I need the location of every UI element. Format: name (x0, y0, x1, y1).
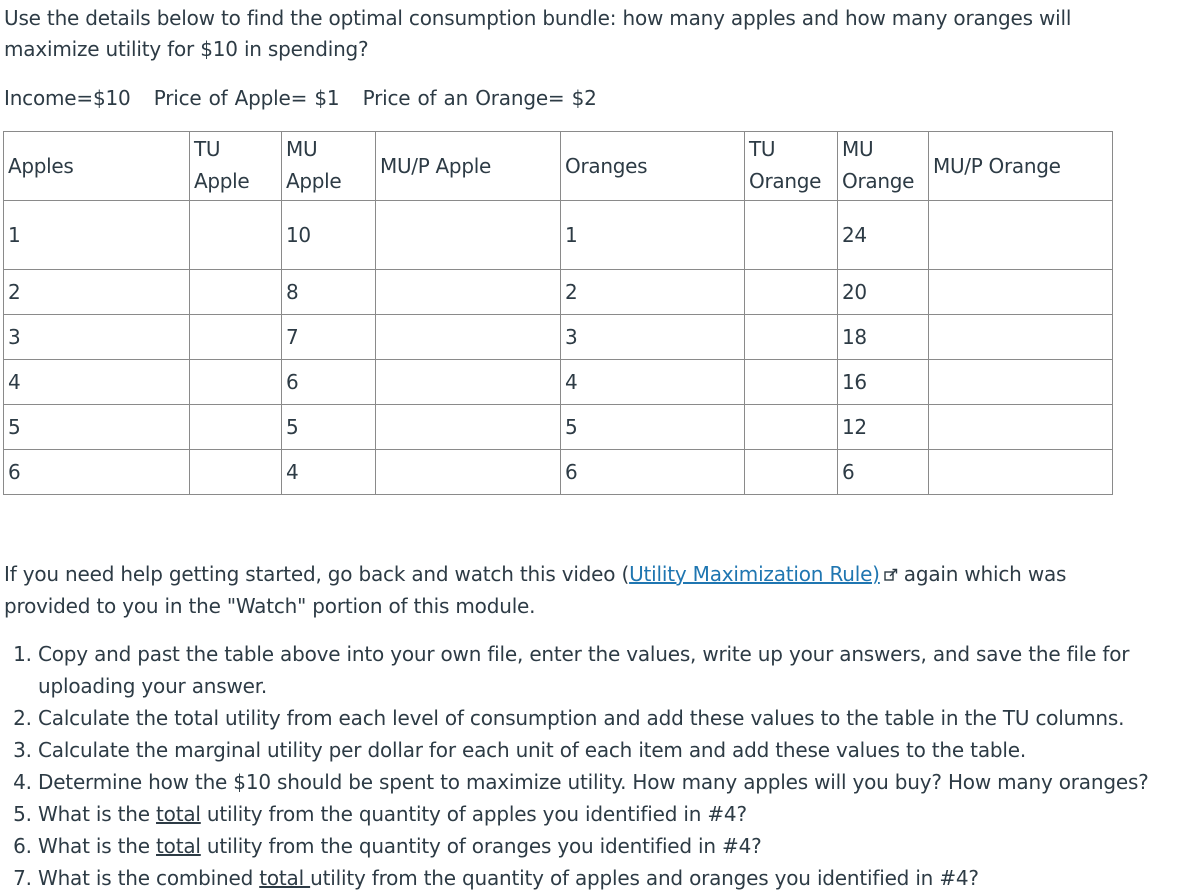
header-mup-orange: MU/P Orange (929, 132, 1113, 201)
cell-mu-orange: 12 (838, 405, 929, 450)
cell-mu-orange: 20 (838, 270, 929, 315)
cell-mup-orange (929, 405, 1113, 450)
header-mup-apple: MU/P Apple (376, 132, 561, 201)
cell-mup-apple (376, 450, 561, 495)
instruction-list (4, 638, 1178, 894)
cell-mup-orange (929, 201, 1113, 270)
cell-oranges: 4 (561, 360, 745, 405)
cell-mup-apple (376, 360, 561, 405)
table-row (4, 405, 1113, 450)
cell-apples: 1 (4, 201, 190, 270)
table-row (4, 360, 1113, 405)
external-link-icon[interactable] (884, 560, 898, 591)
cell-tu-orange (745, 315, 838, 360)
cell-tu-apple (190, 405, 282, 450)
video-link[interactable]: Utility Maximization Rule) (629, 562, 880, 586)
cell-apples: 6 (4, 450, 190, 495)
cell-mu-orange: 6 (838, 450, 929, 495)
header-tu-apple: TU Apple (190, 132, 282, 201)
cell-mu-apple: 5 (282, 405, 376, 450)
help-paragraph (4, 559, 1134, 622)
cell-oranges: 5 (561, 405, 745, 450)
cell-mu-apple: 8 (282, 270, 376, 315)
orange-price-label: Price of an Orange= $2 (362, 86, 597, 110)
cell-tu-apple (190, 315, 282, 360)
cell-oranges: 2 (561, 270, 745, 315)
cell-mup-apple (376, 201, 561, 270)
list-item: 6. What is the total utility from the quantity of oranges you identified in #4? (38, 830, 1178, 862)
header-apples: Apples (4, 132, 190, 201)
cell-oranges: 1 (561, 201, 745, 270)
utility-table (3, 131, 1113, 495)
header-tu-orange: TU Orange (745, 132, 838, 201)
cell-mu-orange: 24 (838, 201, 929, 270)
cell-apples: 5 (4, 405, 190, 450)
cell-tu-apple (190, 270, 282, 315)
cell-mup-orange (929, 360, 1113, 405)
header-mu-orange: MU Orange (838, 132, 929, 201)
list-item: 2. Calculate the total utility from each level of consumption and add these values to the table in the TU columns. (38, 702, 1178, 734)
cell-oranges: 3 (561, 315, 745, 360)
cell-mu-orange: 16 (838, 360, 929, 405)
header-oranges: Oranges (561, 132, 745, 201)
cell-tu-orange (745, 270, 838, 315)
cell-mup-orange (929, 450, 1113, 495)
help-text-after: again which was provided to you in the "Watch" portion of this module. (4, 562, 1067, 618)
cell-mup-orange (929, 315, 1113, 360)
cell-mup-apple (376, 270, 561, 315)
cell-tu-apple (190, 201, 282, 270)
list-item: 3. Calculate the marginal utility per dollar for each unit of each item and add these values to the table. (38, 734, 1178, 766)
cell-tu-orange (745, 360, 838, 405)
table-header-row (4, 132, 1113, 201)
cell-tu-apple (190, 450, 282, 495)
table-row (4, 201, 1113, 270)
table-row (4, 315, 1113, 360)
underlined-total: total (156, 834, 201, 858)
list-item: 1. Copy and past the table above into your own file, enter the values, write up your answers, and save the file for uploading your answer. (38, 638, 1178, 702)
cell-tu-apple (190, 360, 282, 405)
table-row (4, 270, 1113, 315)
underlined-total: total (156, 802, 201, 826)
cell-mu-apple: 10 (282, 201, 376, 270)
list-item: 4. Determine how the $10 should be spent to maximize utility. How many apples will you buy? How many oranges? (38, 766, 1178, 798)
cell-tu-orange (745, 450, 838, 495)
apple-price-label: Price of Apple= $1 (153, 86, 340, 110)
income-label: Income=$10 (4, 86, 131, 110)
help-text-before: If you need help getting started, go back and watch this video ( (4, 562, 630, 586)
cell-mup-apple (376, 405, 561, 450)
cell-apples: 4 (4, 360, 190, 405)
cell-mup-apple (376, 315, 561, 360)
cell-tu-orange (745, 201, 838, 270)
cell-mu-apple: 4 (282, 450, 376, 495)
cell-tu-orange (745, 405, 838, 450)
cell-oranges: 6 (561, 450, 745, 495)
cell-mup-orange (929, 270, 1113, 315)
intro-text: Use the details below to find the optimal consumption bundle: how many apples and how many oranges will maximize utility for $10 in spending? (4, 6, 1072, 61)
cell-mu-orange: 18 (838, 315, 929, 360)
list-item: 5. What is the total utility from the quantity of apples you identified in #4? (38, 798, 1178, 830)
underlined-total: total (259, 866, 311, 890)
cell-apples: 2 (4, 270, 190, 315)
price-line (4, 83, 613, 114)
table-row (4, 450, 1113, 495)
cell-apples: 3 (4, 315, 190, 360)
cell-mu-apple: 7 (282, 315, 376, 360)
header-mu-apple: MU Apple (282, 132, 376, 201)
cell-mu-apple: 6 (282, 360, 376, 405)
list-item: 7. What is the combined total utility from the quantity of apples and oranges you identified in #4? (38, 862, 1178, 894)
